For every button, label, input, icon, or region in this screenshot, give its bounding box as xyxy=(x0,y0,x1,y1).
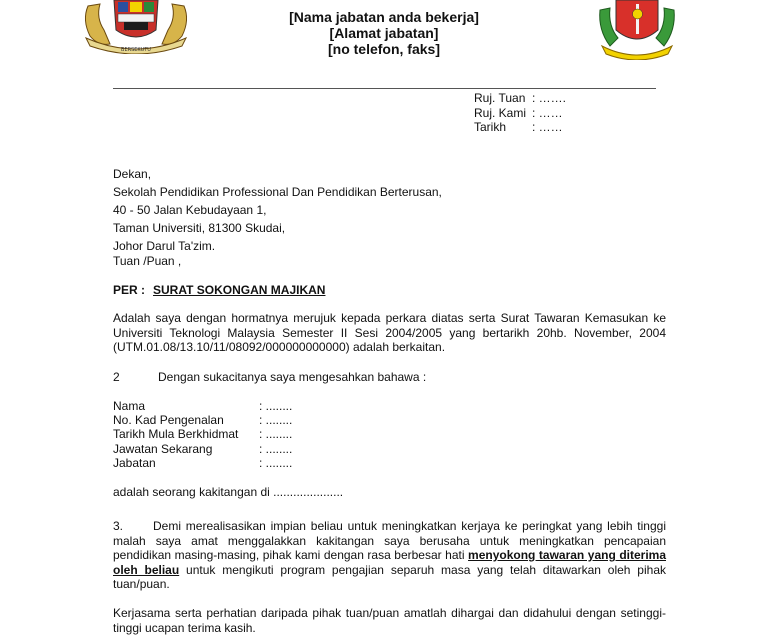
recipient-line: 40 - 50 Jalan Kebudayaan 1, xyxy=(113,203,267,217)
subject-title: SURAT SOKONGAN MAJIKAN xyxy=(153,283,326,297)
detail-row: Jabatan : ........ xyxy=(113,456,293,470)
closing-paragraph: Kerjasama serta perhatian daripada pihak tuan/puan amatlah dihargai dan didahului dengan setinggi-tinggi ucapan terima kasih. xyxy=(113,606,666,635)
department-name: [Nama jabatan anda bekerja] xyxy=(289,9,479,25)
paragraph-number: 2 xyxy=(113,370,120,384)
paragraph-2-text: Dengan sukacitanya saya mengesahkan bahawa : xyxy=(158,370,427,384)
reference-line: Ruj. Kami : …… xyxy=(474,106,563,120)
recipient-line: Taman Universiti, 81300 Skudai, xyxy=(113,221,286,235)
subject-prefix: PER : xyxy=(113,283,146,297)
department-address: [Alamat jabatan] xyxy=(329,25,439,41)
header-divider xyxy=(113,88,656,89)
svg-text:BERSEKUTU: BERSEKUTU xyxy=(121,47,151,53)
detail-row: Nama : ........ xyxy=(113,399,293,413)
paragraph-3: 3. Demi merealisasikan impian beliau untuk meningkatkan kerjaya ke peringkat yang lebih tinggi malah saya amat menggalakkan kakitangan saya berusaha untuk meningkatkan pencapaian pendidikan masing-masing, pihak kami dengan rasa berbesar hati menyokong tawaran yang diterima oleh beliau untuk mengikuti program pengajian separuh masa yang telah ditawarkan oleh pihak tuan/puan. xyxy=(113,519,666,591)
detail-row: Tarikh Mula Berkhidmat : ........ xyxy=(113,427,293,441)
detail-row: No. Kad Pengenalan : ........ xyxy=(113,413,293,427)
recipient-line: Dekan, xyxy=(113,167,152,181)
recipient-line: Sekolah Pendidikan Professional Dan Pendidikan Berterusan, xyxy=(113,185,442,199)
reference-line: Ruj. Tuan : ……. xyxy=(474,91,567,105)
paragraph-2 xyxy=(113,370,426,384)
recipient-line: Johor Darul Ta'zim. xyxy=(113,239,216,253)
department-phone: [no telefon, faks] xyxy=(327,41,440,57)
staff-statement: adalah seorang kakitangan di ..................... xyxy=(113,485,344,499)
reference-line: Tarikh : …… xyxy=(474,120,563,134)
paragraph-number: 3. xyxy=(113,519,124,533)
subject-line xyxy=(113,283,325,297)
paragraph-1: Adalah saya dengan hormatnya merujuk kepada perkara diatas serta Surat Tawaran Kemasukan ke Universiti Teknologi Malaysia Semester II Sesi 2004/2005 yang bertarikh 20hb. November, 2004 (UTM.01.08/13.10/11/08092/000000000000) adalah berkaitan. xyxy=(113,311,666,354)
support-statement: menyokong tawaran yang diterima oleh beliau xyxy=(113,548,666,577)
salutation: Tuan /Puan , xyxy=(113,254,182,268)
detail-row: Jawatan Sekarang : ........ xyxy=(113,442,293,456)
